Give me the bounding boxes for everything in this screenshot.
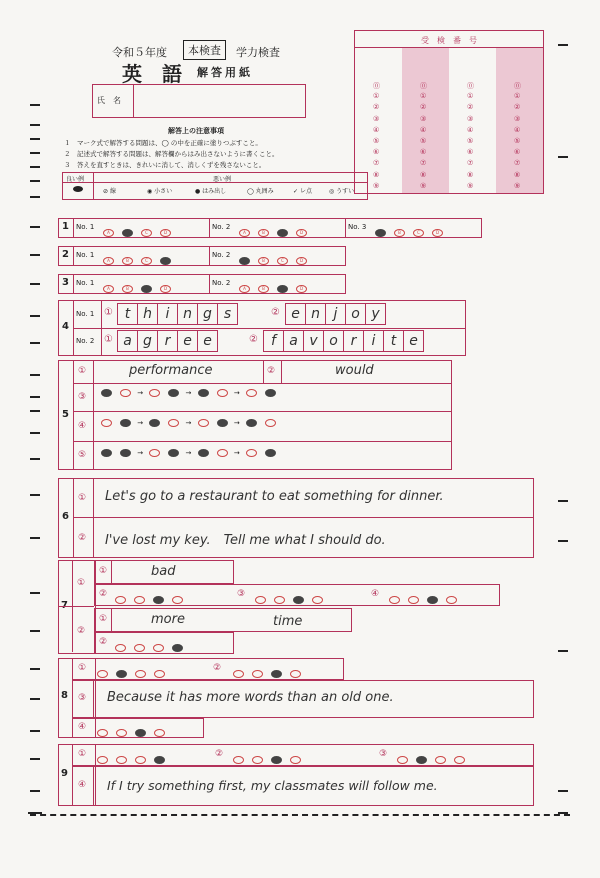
q8-mark4: ④ <box>78 722 87 732</box>
bad-example-5: ✓ レ点 <box>293 188 312 195</box>
exam-digit-bubble[interactable]: ⓪ <box>420 82 427 90</box>
q6-rule <box>73 517 533 518</box>
q4-number: 4 <box>62 321 69 332</box>
q7-2-divider <box>111 609 112 631</box>
letter-box[interactable]: e <box>285 303 306 325</box>
bad-example-1: ⊘ 線 <box>103 188 116 195</box>
q9-mark4: ④ <box>78 780 87 790</box>
q3-number: 3 <box>62 277 69 288</box>
letter-box[interactable]: o <box>324 330 344 352</box>
q1-row <box>58 218 482 238</box>
exam-digit-bubble[interactable]: ③ <box>373 114 380 123</box>
q5-sequence-3[interactable]: → → → <box>97 389 280 397</box>
exam-digit-bubble[interactable]: ⑧ <box>467 170 474 179</box>
q5-mark5: ⑤ <box>78 450 87 460</box>
exam-digit-bubble[interactable]: ① <box>467 92 474 101</box>
exam-digit-bubble[interactable]: ② <box>373 103 380 112</box>
q6-block <box>58 478 534 558</box>
examples-box <box>62 172 368 200</box>
header-subject: 英 語 <box>122 62 182 86</box>
exam-digit-bubble[interactable]: ⑤ <box>467 137 474 145</box>
q4-block <box>58 300 466 356</box>
q1-divider-3 <box>345 219 346 237</box>
letter-box[interactable]: f <box>263 330 284 352</box>
exam-number-title: 受 検 番 号 <box>421 36 477 45</box>
q7-2-bottom <box>94 632 234 654</box>
q9-4-divider <box>93 767 94 805</box>
good-example-mark <box>73 186 83 192</box>
letter-box[interactable]: t <box>117 303 138 325</box>
exam-digit-bubble[interactable]: ③ <box>420 114 427 123</box>
letter-box[interactable]: v <box>304 330 324 352</box>
q2-no2-label: No. 2 <box>212 251 231 259</box>
letter-box[interactable]: n <box>306 303 326 325</box>
exam-digit-bubble[interactable]: ⑤ <box>514 137 521 145</box>
bad-example-3: ● はみ出し <box>195 188 227 195</box>
q8-row-1 <box>72 658 344 680</box>
exam-digit-bubble[interactable]: ⑦ <box>514 159 521 168</box>
letter-box[interactable]: a <box>284 330 304 352</box>
q7-2-2-bubbles[interactable] <box>111 637 187 656</box>
q3-no1-label: No. 1 <box>76 279 95 287</box>
q2-number: 2 <box>62 249 69 260</box>
q1-number: 1 <box>62 221 69 232</box>
q2-no1-label: No. 1 <box>76 251 95 259</box>
q7-mark1: ① <box>77 578 86 588</box>
q8-row-4 <box>72 718 204 738</box>
q7-mark2: ② <box>77 626 86 636</box>
q9-mark2: ② <box>215 749 224 759</box>
letter-box[interactable]: j <box>326 303 346 325</box>
letter-box[interactable]: a <box>117 330 138 352</box>
q8-mark1: ① <box>78 663 87 673</box>
exam-digit-bubble[interactable]: ④ <box>514 125 521 134</box>
q5-mark3: ③ <box>78 392 87 402</box>
letter-box[interactable]: n <box>178 303 198 325</box>
exam-digit-bubble[interactable]: ① <box>420 92 427 101</box>
q8-number: 8 <box>61 690 68 701</box>
exam-digit-bubble[interactable]: ⑤ <box>420 137 427 145</box>
exam-digit-bubble[interactable]: ⓪ <box>373 82 380 90</box>
q5-mark2: ② <box>267 366 276 376</box>
q7-2-answer-2[interactable]: time <box>273 614 303 629</box>
q3-row <box>58 274 346 294</box>
q5-rule-1 <box>73 383 451 384</box>
q8-3-divider <box>93 681 94 717</box>
q4-no2-label: No. 2 <box>76 337 95 345</box>
q7-2-mark: ① <box>99 614 108 624</box>
q5-sequence-5[interactable]: → → → <box>97 449 280 457</box>
q4-r1-letters-2[interactable] <box>285 303 386 325</box>
letter-box[interactable]: e <box>404 330 424 352</box>
q3-no2-label: No. 2 <box>212 279 231 287</box>
letter-box[interactable]: g <box>198 303 218 325</box>
q4-rule <box>73 328 465 329</box>
q7-1-2-bubbles[interactable] <box>111 589 187 608</box>
exam-digit-bubble[interactable]: ⑨ <box>420 181 427 190</box>
q5-rule-3 <box>73 441 451 442</box>
q9-row-1 <box>72 744 534 766</box>
q5-mark4: ④ <box>78 421 87 431</box>
q5-mark1: ① <box>78 366 87 376</box>
q7-number: 7 <box>61 600 68 611</box>
q4-r2-mark1: ① <box>104 334 113 345</box>
q3-divider <box>73 275 74 293</box>
q8-answer3[interactable]: Because it has more words than an old one. <box>107 690 394 705</box>
exam-digit-bubble[interactable]: ⑥ <box>514 148 521 157</box>
q8-mark2: ② <box>213 663 222 673</box>
letter-box[interactable]: o <box>346 303 366 325</box>
exam-digit-bubble[interactable]: ③ <box>467 114 474 123</box>
q1-no3-label: No. 3 <box>348 223 367 231</box>
q7-1-mark: ① <box>99 566 108 576</box>
exam-digit-bubble[interactable]: ⑧ <box>373 170 380 179</box>
q6-divider-2 <box>93 479 94 557</box>
name-divider <box>133 85 134 117</box>
q2-divider-2 <box>209 247 210 265</box>
q7-1-3-bubbles[interactable] <box>251 589 327 608</box>
q2-no1-bubbles[interactable]: A B C D <box>99 250 175 269</box>
exam-digit-bubble[interactable]: ⑨ <box>373 181 380 190</box>
q2-divider <box>73 247 74 265</box>
letter-box[interactable]: r <box>344 330 364 352</box>
q9-answer4[interactable]: If I try something first, my classmates will follow me. <box>107 778 438 793</box>
q7-2-2-mark: ② <box>99 637 108 647</box>
letter-box[interactable]: i <box>158 303 178 325</box>
q4-r2-letters-2[interactable] <box>263 330 424 352</box>
exam-digit-bubble[interactable]: ⑦ <box>373 159 380 168</box>
exam-digit-bubble[interactable]: ③ <box>514 114 521 123</box>
q3-no2-bubbles[interactable]: A B C D <box>235 278 311 297</box>
exam-digit-bubble[interactable]: ⑨ <box>514 181 521 190</box>
q5-divider-4 <box>281 361 282 383</box>
note-2: ２ 記述式で解答する問題は、解答欄からはみ出さないように書くこと。 <box>64 150 279 158</box>
bad-example-label: 悪い例 <box>213 176 232 183</box>
exam-number-box <box>354 30 544 194</box>
exam-digit-bubble[interactable]: ① <box>514 92 521 101</box>
exam-digit-bubble[interactable]: ⓪ <box>467 82 474 90</box>
q9-number: 9 <box>61 768 68 779</box>
letter-box[interactable]: s <box>218 303 238 325</box>
q6-divider <box>73 479 74 557</box>
q5-number: 5 <box>62 409 69 420</box>
letter-box[interactable]: g <box>138 330 158 352</box>
q9-mark3: ③ <box>379 749 388 759</box>
letter-box[interactable]: y <box>366 303 386 325</box>
good-example-label: 良い例 <box>66 176 85 183</box>
exam-digit-bubble[interactable]: ⑥ <box>467 148 474 157</box>
q1-no2-label: No. 2 <box>212 223 231 231</box>
header-year: 令和５年度 <box>112 46 167 59</box>
exam-digit-bubble[interactable]: ⑥ <box>373 148 380 157</box>
q6-answer2[interactable]: I've lost my key. Tell me what I should do. <box>105 533 386 548</box>
q9-row-4 <box>72 766 534 806</box>
exam-digit-bubble[interactable]: ⑦ <box>467 159 474 168</box>
q5-rule-2 <box>73 411 451 412</box>
q6-answer1[interactable]: Let's go to a restaurant to eat something for dinner. <box>105 489 444 504</box>
q7-1-answer[interactable]: bad <box>151 564 176 579</box>
q3-divider-2 <box>209 275 210 293</box>
exam-digit-bubble[interactable]: ② <box>420 103 427 112</box>
q1-divider-2 <box>209 219 210 237</box>
header-exam-type: 学力検査 <box>236 46 280 59</box>
q1-no3-bubbles[interactable]: A B C D <box>371 222 447 241</box>
letter-box[interactable]: t <box>384 330 404 352</box>
q4-r1-letters-1[interactable] <box>117 303 238 325</box>
note-3: ３ 答えを直すときは、きれいに消して、消しくずを残さないこと。 <box>64 161 266 169</box>
q7-1-bottom <box>94 584 500 606</box>
q7-1-top <box>94 560 234 584</box>
q2-row <box>58 246 346 266</box>
q7-1-4-bubbles[interactable] <box>385 589 461 608</box>
exam-digit-bubble[interactable]: ④ <box>420 125 427 134</box>
exam-digit-bubble[interactable]: ⑤ <box>373 137 380 145</box>
exam-digit-bubble[interactable]: ④ <box>467 125 474 134</box>
q7-2-answer-1[interactable]: more <box>151 612 185 627</box>
header-exam-box: 本検査 <box>183 40 226 60</box>
q6-number: 6 <box>62 511 69 522</box>
letter-box[interactable]: r <box>158 330 178 352</box>
q5-divider-3 <box>263 361 264 383</box>
q9-mark1: ① <box>78 749 87 759</box>
examples-divider <box>93 173 94 199</box>
q4-divider-2 <box>101 301 102 355</box>
q1-no1-label: No. 1 <box>76 223 95 231</box>
name-label: 氏 名 <box>97 96 121 105</box>
q7-1-3-mark: ③ <box>237 589 246 599</box>
exam-digit-bubble[interactable]: ⓪ <box>514 82 521 90</box>
exam-digit-bubble[interactable]: ⑧ <box>514 170 521 179</box>
q6-mark2: ② <box>78 533 87 543</box>
q7-2-top <box>94 608 352 632</box>
exam-digit-bubble[interactable]: ⑨ <box>467 181 474 190</box>
q1-no1-bubbles[interactable]: A B C D <box>99 222 175 241</box>
q5-answer1[interactable]: performance <box>129 363 213 378</box>
exam-digit-bubble[interactable]: ② <box>514 103 521 112</box>
bad-example-4: ◯ 丸囲み <box>247 188 274 195</box>
q2-no2-bubbles[interactable]: A B C D <box>235 250 311 269</box>
q4-r2-letters-1[interactable] <box>117 330 218 352</box>
q8-4-bubbles[interactable] <box>93 722 169 741</box>
q1-divider <box>73 219 74 237</box>
note-1: １ マーク式で解答する問題は、◯ の中を正確に塗りつぶすこと。 <box>64 139 262 147</box>
q7-1-divider <box>111 561 112 583</box>
name-box[interactable] <box>92 84 306 118</box>
q5-block <box>58 360 452 470</box>
notes-title: 解答上の注意事項 <box>168 127 224 135</box>
q7-1-4-mark: ④ <box>371 589 380 599</box>
q4-r1-mark2: ② <box>271 307 280 318</box>
header-sheet-title: 解答用紙 <box>197 66 253 79</box>
q5-answer2[interactable]: would <box>335 363 374 378</box>
exam-digit-bubble[interactable]: ⑧ <box>420 170 427 179</box>
q3-no1-bubbles[interactable]: A B C D <box>99 278 175 297</box>
q5-divider-2 <box>93 361 94 469</box>
letter-box[interactable]: e <box>198 330 218 352</box>
exam-digit-bubble[interactable]: ⑥ <box>420 148 427 157</box>
q8-row-3 <box>72 680 534 718</box>
q4-r1-mark1: ① <box>104 307 113 318</box>
exam-digit-bubble[interactable]: ② <box>467 103 474 112</box>
bad-example-6: ◎ うすい <box>329 188 355 195</box>
letter-box[interactable]: e <box>178 330 198 352</box>
q4-r2-mark2: ② <box>249 334 258 345</box>
q5-sequence-4[interactable]: → → → <box>97 419 280 427</box>
q7-rule-left <box>58 606 94 607</box>
q1-no2-bubbles[interactable]: A B C D <box>235 222 311 241</box>
q5-divider <box>73 361 74 469</box>
exam-digit-bubble[interactable]: ④ <box>373 125 380 134</box>
q7-1-2-mark: ② <box>99 589 108 599</box>
q4-no1-label: No. 1 <box>76 310 95 318</box>
q8-mark3: ③ <box>78 693 87 703</box>
q6-mark1: ① <box>78 493 87 503</box>
bottom-dashed-line <box>30 814 570 816</box>
exam-digit-bubble[interactable]: ① <box>373 92 380 101</box>
letter-box[interactable]: i <box>364 330 384 352</box>
letter-box[interactable]: h <box>138 303 158 325</box>
exam-digit-bubble[interactable]: ⑦ <box>420 159 427 168</box>
bad-example-2: ◉ 小さい <box>147 188 173 195</box>
